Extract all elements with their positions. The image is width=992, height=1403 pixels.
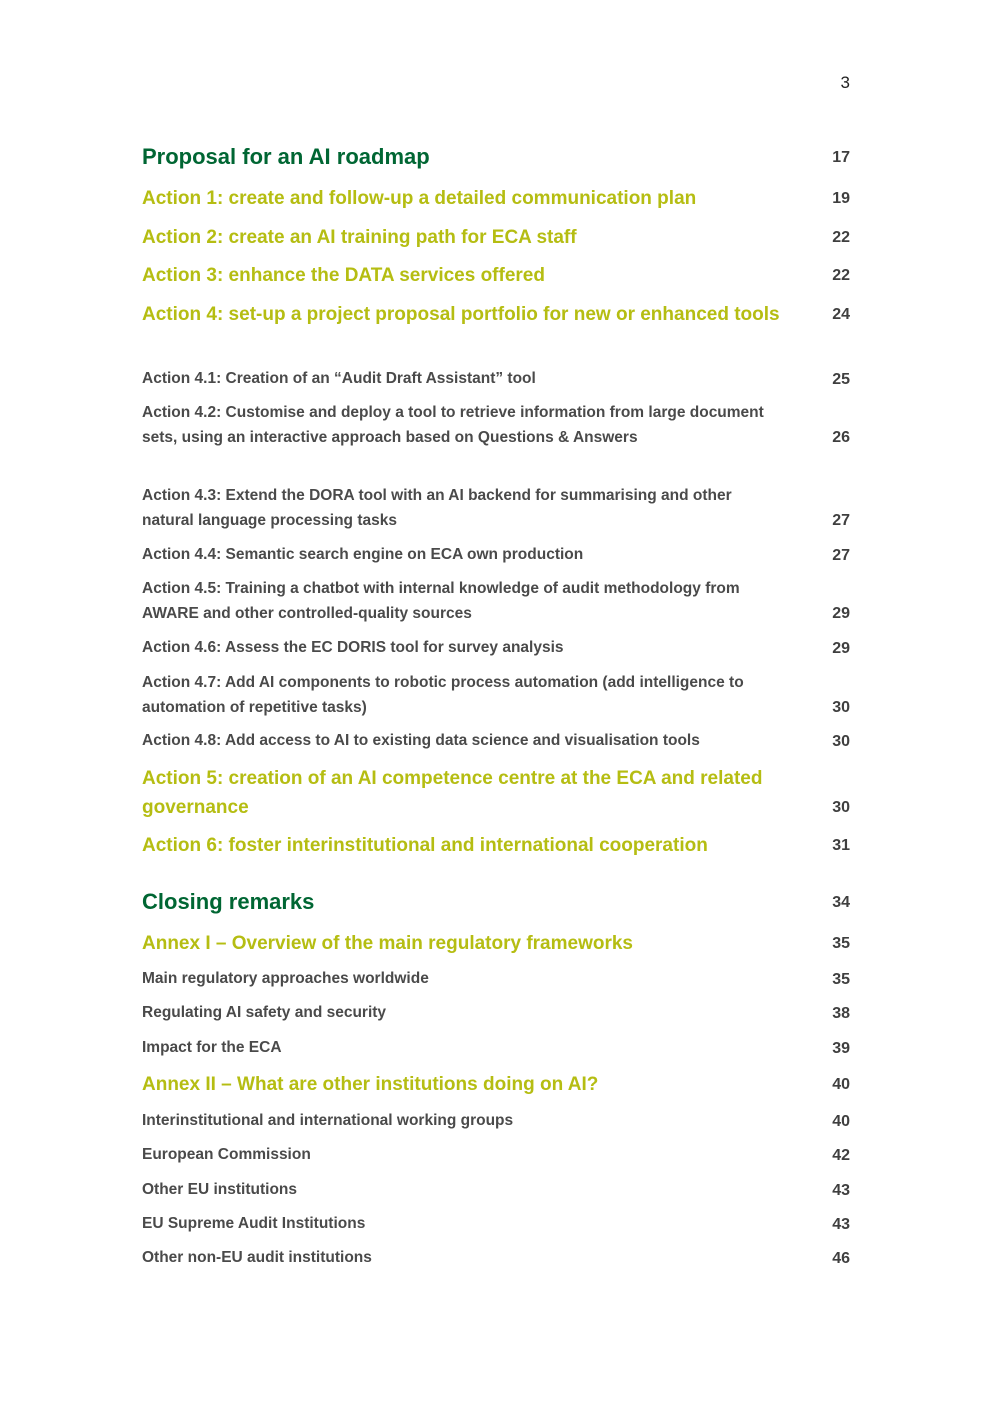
toc-entry[interactable] [142, 1178, 850, 1203]
toc-entry-page: 19 [832, 190, 850, 207]
toc-entry-title: Action 4.7: Add AI components to robotic process automation (add intelligence to automation of repetitive tasks) [142, 674, 744, 716]
toc-entry-title: Closing remarks [142, 889, 315, 914]
toc-entry-title: Main regulatory approaches worldwide [142, 970, 429, 987]
toc-entry-page: 29 [832, 605, 850, 622]
toc-entry-title: Action 5: creation of an AI competence centre at the ECA and related governance [142, 768, 763, 818]
toc-entry-page: 25 [832, 370, 850, 388]
toc-entry-title: Action 3: enhance the DATA services offered [142, 265, 545, 286]
toc-entry[interactable] [142, 887, 850, 916]
toc-entry-page: 22 [832, 229, 850, 246]
toc-entry-title: Action 4.3: Extend the DORA tool with an AI backend for summarising and other natural language processing tasks [142, 487, 732, 529]
toc-entry-page: 24 [832, 306, 850, 323]
toc-entry[interactable] [142, 484, 850, 533]
toc-entry-page: 35 [832, 935, 850, 952]
toc-entry[interactable] [142, 967, 850, 992]
toc-entry[interactable] [142, 184, 850, 213]
toc-entry-title: Regulating AI safety and security [142, 1004, 387, 1021]
toc-entry[interactable] [142, 636, 850, 661]
toc-entry[interactable] [142, 764, 850, 822]
toc-entry[interactable] [142, 1001, 850, 1026]
toc-entry-page: 42 [832, 1146, 850, 1164]
toc-entry[interactable] [142, 1036, 850, 1061]
toc-entry[interactable] [142, 223, 850, 252]
toc-entry-page: 43 [832, 1215, 850, 1233]
toc-entry-title: EU Supreme Audit Institutions [142, 1215, 366, 1232]
toc-entry[interactable] [142, 577, 850, 626]
toc-entry-title: Action 2: create an AI training path for ECA staff [142, 227, 577, 248]
toc-entry-title: Action 1: create and follow-up a detailed communication plan [142, 188, 697, 209]
toc-entry[interactable] [142, 1143, 850, 1168]
toc-entry-page: 26 [832, 429, 850, 446]
toc-entry-title: Action 6: foster interinstitutional and international cooperation [142, 835, 708, 856]
toc-entry-title: European Commission [142, 1146, 311, 1163]
toc-entry-page: 39 [832, 1039, 850, 1057]
toc-entry-title: Annex I – Overview of the main regulatory frameworks [142, 933, 633, 954]
toc-entry-title: Action 4.5: Training a chatbot with internal knowledge of audit methodology from AWARE and other controlled-quality sources [142, 580, 740, 622]
toc-entry-page: 30 [832, 732, 850, 750]
toc-entry-title: Action 4.8: Add access to AI to existing data science and visualisation tools [142, 732, 700, 749]
toc-entry[interactable] [142, 1212, 850, 1237]
toc-entry-page: 30 [832, 799, 850, 816]
toc-entry[interactable] [142, 300, 850, 329]
toc-entry-title: Action 4: set-up a project proposal portfolio for new or enhanced tools [142, 304, 780, 325]
toc-entry-page: 35 [832, 970, 850, 988]
toc-entry-title: Action 4.6: Assess the EC DORIS tool for survey analysis [142, 639, 564, 656]
toc-entry-page: 27 [832, 512, 850, 529]
toc-entry[interactable] [142, 543, 850, 568]
toc-entry-title: Other non-EU audit institutions [142, 1249, 372, 1266]
toc-entry-page: 27 [832, 546, 850, 564]
table-of-contents [142, 0, 850, 1403]
toc-entry-page: 29 [832, 639, 850, 657]
toc-entry[interactable] [142, 142, 850, 171]
toc-entry-page: 17 [832, 149, 850, 166]
toc-entry-page: 40 [832, 1076, 850, 1093]
toc-entry-page: 40 [832, 1112, 850, 1130]
toc-entry[interactable] [142, 929, 850, 958]
toc-entry[interactable] [142, 401, 850, 450]
toc-entry-title: Action 4.1: Creation of an “Audit Draft Assistant” tool [142, 370, 536, 387]
toc-entry-title: Proposal for an AI roadmap [142, 144, 430, 169]
toc-entry-title: Impact for the ECA [142, 1039, 282, 1056]
toc-entry-page: 38 [832, 1004, 850, 1022]
toc-entry-title: Interinstitutional and international working groups [142, 1112, 514, 1129]
toc-entry-title: Action 4.4: Semantic search engine on ECA own production [142, 546, 584, 563]
toc-entry[interactable] [142, 261, 850, 290]
toc-entry-title: Other EU institutions [142, 1181, 297, 1198]
toc-entry[interactable] [142, 671, 850, 720]
toc-entry-page: 46 [832, 1249, 850, 1267]
toc-entry-title: Action 4.2: Customise and deploy a tool to retrieve information from large document sets, using an interactive approach based on Questions & Answers [142, 404, 764, 446]
page-number: 3 [840, 73, 850, 92]
toc-entry-page: 34 [832, 894, 850, 911]
toc-entry-page: 43 [832, 1181, 850, 1199]
toc-entry-page: 30 [832, 699, 850, 716]
toc-entry[interactable] [142, 1070, 850, 1099]
toc-entry[interactable] [142, 729, 850, 754]
toc-entry[interactable] [142, 831, 850, 860]
toc-entry[interactable] [142, 1109, 850, 1134]
toc-entry-page: 31 [832, 837, 850, 854]
toc-entry[interactable] [142, 367, 850, 392]
toc-entry[interactable] [142, 1246, 850, 1271]
toc-entry-title: Annex II – What are other institutions doing on AI? [142, 1074, 599, 1095]
toc-entry-page: 22 [832, 267, 850, 284]
